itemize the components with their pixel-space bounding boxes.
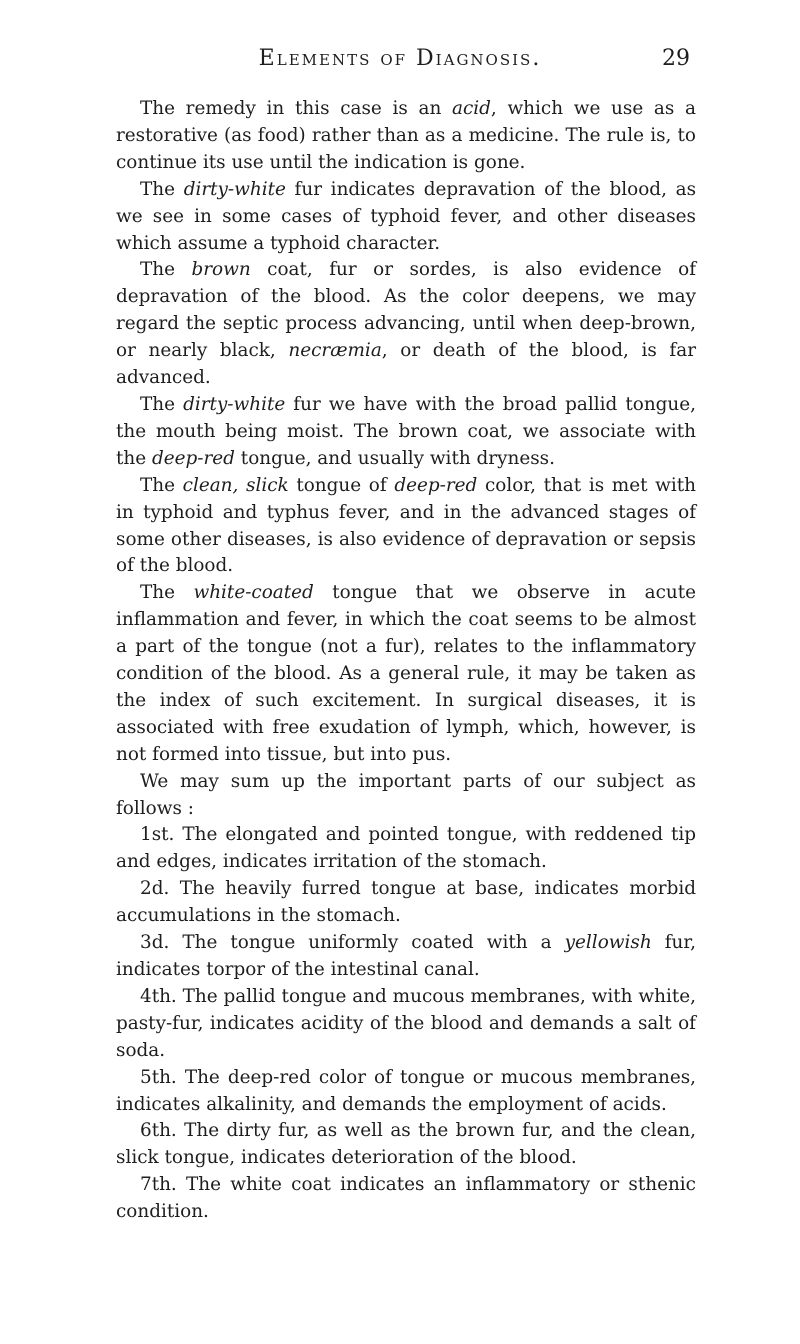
text-run: The xyxy=(140,582,194,604)
text-run: 6th. The dirty fur, as well as the brown fur, and the clean, slick tongue, indicates deterioration of the blood. xyxy=(116,1120,696,1169)
text-run: color, that is met with in typhoid and typhus fever, and in the advanced stages of some other diseases, is also evidence of depravation or sepsis of the blood. xyxy=(116,474,697,577)
text-run: 5th. The deep-red color of tongue or mucous membranes, indicates alkalinity, and demands the employment of acids. xyxy=(116,1066,696,1115)
italic-term: acid xyxy=(451,98,491,119)
text-run: tongue of xyxy=(288,474,395,496)
paragraph xyxy=(116,1065,696,1119)
text-run: We may sum up the important parts of our subject as follows : xyxy=(116,770,696,819)
text-run: , or death of the blood, is far advanced. xyxy=(116,340,696,389)
italic-term: brown xyxy=(191,259,251,281)
paragraph xyxy=(116,1172,696,1226)
text-run: 2d. The heavily furred tongue at base, indicates morbid accumulations in the stomach. xyxy=(116,878,696,927)
italic-term: white-coated xyxy=(193,582,314,604)
paragraph xyxy=(116,580,696,768)
italic-term: deep-red xyxy=(394,474,478,496)
paragraph xyxy=(116,96,696,177)
paragraph xyxy=(116,984,696,1065)
text-run: 3d. The tongue uniformly coated with a xyxy=(140,932,565,954)
page-number: 29 xyxy=(662,46,690,71)
italic-term: dirty-white xyxy=(183,178,286,200)
paragraph xyxy=(116,177,696,258)
paragraph xyxy=(116,876,696,930)
text-run: fur indicates depravation of the blood, as we see in some cases of typhoid fever, and other diseases which assume a typhoid character. xyxy=(116,178,697,254)
italic-term: yellowish xyxy=(564,932,652,954)
body-text xyxy=(116,96,696,1226)
paragraph xyxy=(116,822,696,876)
page-header xyxy=(0,40,800,80)
italic-term: deep-red xyxy=(151,447,235,469)
text-run: The remedy in this case is an xyxy=(140,98,452,119)
text-run: The xyxy=(140,474,183,496)
text-run: 1st. The elongated and pointed tongue, with reddened tip and edges, indicates irritation of the stomach. xyxy=(116,824,696,873)
paragraph xyxy=(116,257,696,392)
text-run: coat, fur or sordes, is also evidence of depravation of the blood. As the color deepens, we may regard the septic process advancing, until when deep-brown, or nearly black, xyxy=(116,259,696,362)
text-run: The xyxy=(140,178,184,200)
text-run: The xyxy=(140,393,184,415)
text-run: fur, indicates torpor of the intestinal canal. xyxy=(116,932,696,980)
paragraph xyxy=(116,1118,696,1172)
text-run: tongue, and usually with dryness. xyxy=(234,447,555,469)
text-run: fur we have with the broad pallid tongue, the mouth being moist. The brown coat, we associate with the xyxy=(116,393,697,469)
paragraph xyxy=(116,473,696,581)
paragraph xyxy=(116,392,696,473)
text-run: , which we use as a restorative (as food) rather than as a medicine. The rule is, to continue its use until the indication is gone. xyxy=(116,98,696,173)
running-head: Elements of Diagnosis. xyxy=(258,46,542,71)
italic-term: necræmia xyxy=(288,340,382,362)
paragraph xyxy=(116,769,696,823)
paragraph xyxy=(116,930,696,984)
italic-term: dirty-white xyxy=(183,393,286,415)
italic-term: clean, slick xyxy=(182,474,289,496)
text-run: The xyxy=(140,259,192,281)
text-run: 7th. The white coat indicates an inflammatory or sthenic condition. xyxy=(116,1174,696,1223)
text-run: 4th. The pallid tongue and mucous membranes, with white, pasty-fur, indicates acidity of the blood and demands a salt of soda. xyxy=(116,985,696,1061)
text-run: tongue that we observe in acute inflammation and fever, in which the coat seems to be almost a part of the tongue (not a fur), relates to the inflammatory condition of the blood. As a general rule, it may be taken as the index of such excitement. In surgical diseases, it is associated with free exudation of lymph, which, however, is not formed into tissue, but into pus. xyxy=(116,582,696,765)
